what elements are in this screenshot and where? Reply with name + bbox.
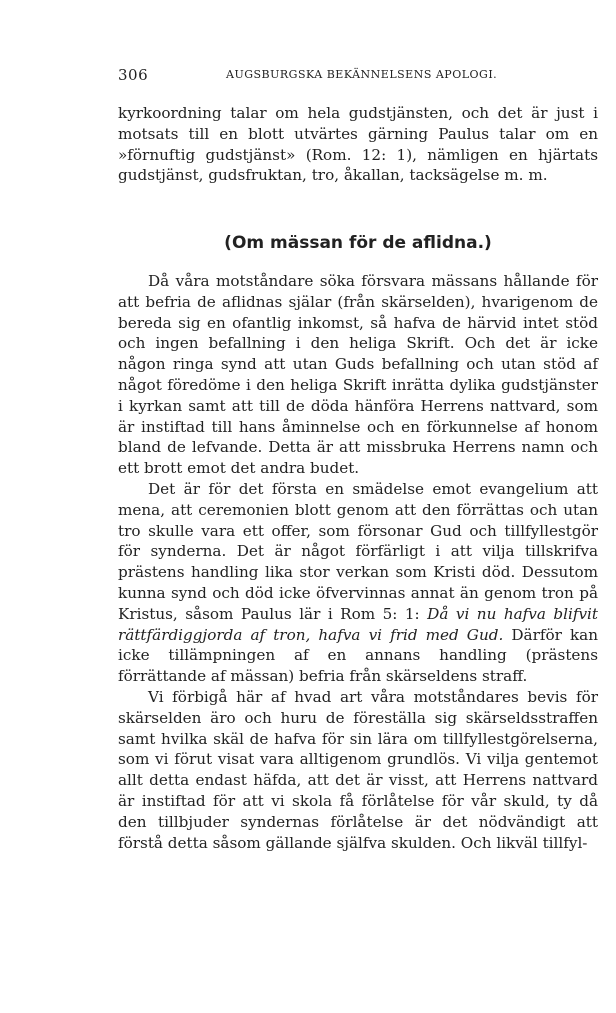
page-header xyxy=(118,66,598,86)
paragraph-1: Då våra motståndare söka försvara mässans hållande för att befria de aflidnas själar (från skärselden), hvarigenom de bereda sig en ofantlig inkomst, så hafva de härvid intet stöd och ingen befallning i den heliga Skrift. Och det är icke någon ringa synd att utan Guds befallning och utan stöd af något föredöme i den heliga Skrift inrätta dylika gudstjänster i kyrkan samt att till de döda hänföra Herrens nattvard, som är instiftad till hans åminnelse och en förkunnelse af honom bland de lefvande. Detta är att missbruka Herrens namn och ett brott emot det andra budet. xyxy=(118,272,598,478)
paragraph-3: Vi förbigå här af hvad art våra motståndares bevis för skärselden äro och huru de föreställa sig skärseldsstraffen samt hvilka skäl de hafva för sin lära om tillfyllestgörelserna, som vi förut visat vara alltigenom grundlös. Vi vilja gentemot allt detta endast häfda, att det är visst, att Herrens nattvard är instiftad för att vi skola få förlåtelse för vår skuld, ty då den tillbjuder syndernas förlåtelse är det nödvändigt att förstå detta såsom gällande själfva skulden. Och likväl tillfyl- xyxy=(118,687,598,852)
intro-text: kyrkoordning talar om hela gudstjänsten, och det är just i motsats till en blott utvärtes gärning Paulus talar om en »förnuftig gudstjänst» (Rom. 12: 1), nämligen en hjärtats gudstjänst, gudsfruktan, tro, åkallan, tacksägelse m. m. xyxy=(118,104,598,185)
section-heading: (Om mässan för de aflidna.) xyxy=(224,233,492,253)
scripture-quote: Då vi nu hafva blifvit rättfärdiggjorda af tron, hafva vi frid med Gud. xyxy=(118,604,598,644)
paragraph-2 xyxy=(118,479,598,687)
body-text xyxy=(118,271,598,853)
intro-paragraph xyxy=(118,103,598,186)
paragraph-2-after: Därför kan icke tillämpningen af en annans handling (prästens förrättande af mässan) befria från skärseldens straff. xyxy=(118,625,598,686)
page-number: 306 xyxy=(118,66,149,84)
paragraph-2-before: Det är för det första en smädelse emot evangelium att mena, att ceremonien blott genom att den förrättas och utan tro skulle vara ett offer, som försonar Gud och tillfyllestgör för synderna. Det är något förfärligt i att vilja tillskrifva prästens handling lika stor verkan som Kristi död. Dessutom kunna synd och död icke öfvervinnas annat än genom tron på Kristus, såsom Paulus lär i Rom 5: 1: xyxy=(118,479,598,623)
running-title: AUGSBURGSKA BEKÄNNELSENS APOLOGI. xyxy=(226,68,498,81)
